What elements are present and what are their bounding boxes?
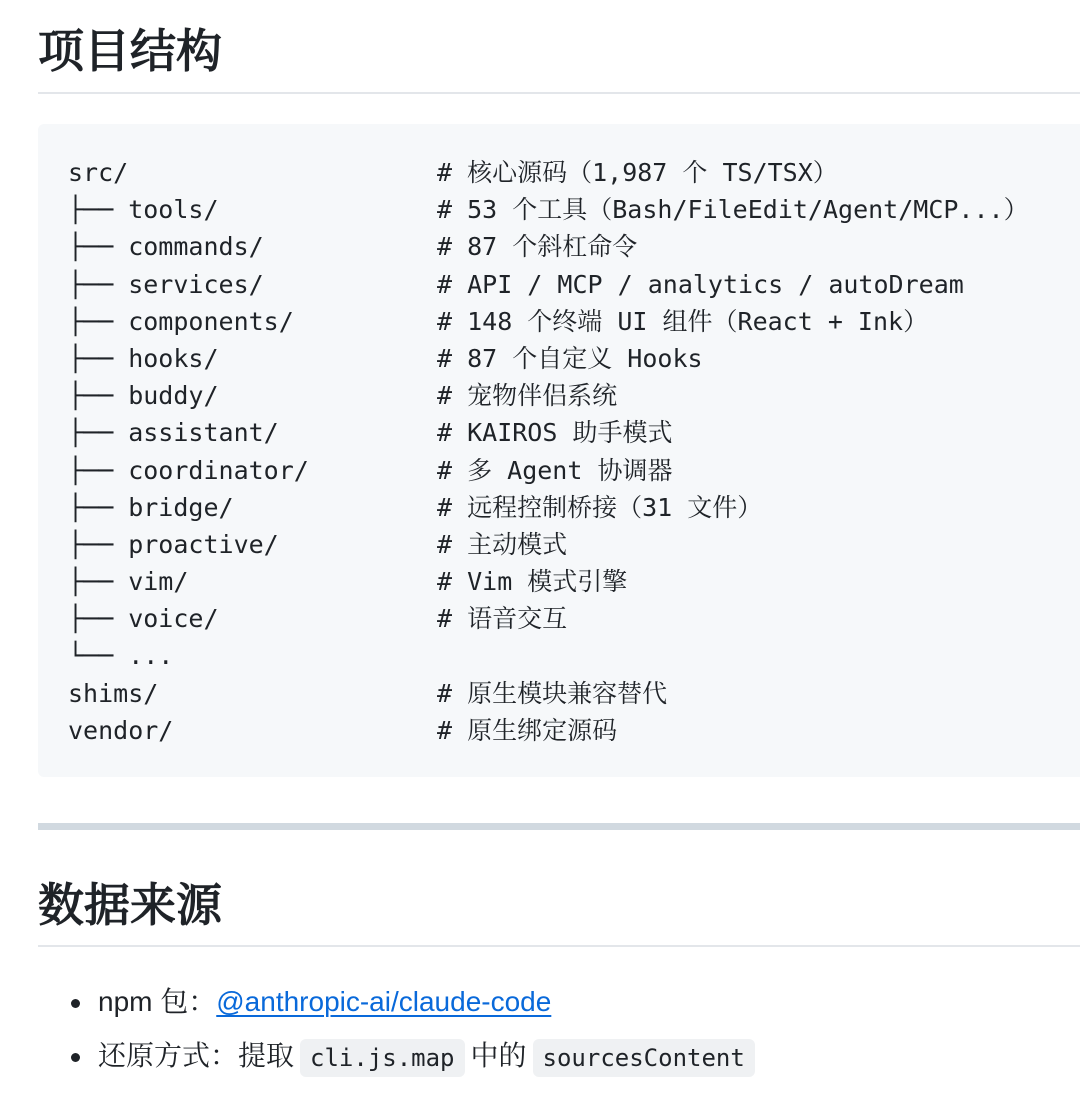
horizontal-rule — [38, 823, 1080, 830]
heading-underline — [38, 945, 1080, 947]
npm-package-link[interactable]: @anthropic-ai/claude-code — [216, 986, 552, 1017]
code-line-comment: # 148 个终端 UI 组件（React + Ink） — [437, 306, 929, 336]
code-line-comment: # 宠物伴侣系统 — [437, 381, 618, 411]
code-line-comment: # 原生模块兼容替代 — [437, 678, 668, 708]
inline-code-sources-content: sourcesContent — [533, 1039, 755, 1077]
code-line-comment: # 87 个斜杠命令 — [437, 232, 638, 262]
code-line-comment: # 核心源码（1,987 个 TS/TSX） — [437, 158, 838, 187]
list-item-restore-method — [38, 1034, 761, 1088]
code-line-comment: # 主动模式 — [437, 529, 568, 559]
code-line-comment: # 远程控制桥接（31 文件） — [437, 492, 763, 522]
code-line-path: ├── components/ — [68, 306, 294, 336]
code-line-comment: # 87 个自定义 Hooks — [437, 343, 703, 373]
code-line-path: ├── bridge/ — [68, 492, 234, 522]
inline-code-sourcemap-file: cli.js.map — [300, 1039, 465, 1077]
bullet-icon — [71, 999, 80, 1008]
code-line-path: ├── tools/ — [68, 195, 219, 225]
code-line-comment: # Vim 模式引擎 — [437, 567, 628, 597]
bullet-icon — [71, 1053, 80, 1062]
code-line-comment: # API / MCP / analytics / autoDream — [437, 269, 964, 299]
code-line-path: └── ... — [68, 641, 174, 671]
code-line-path: ├── services/ — [68, 269, 264, 299]
list-item-npm-package — [38, 980, 761, 1034]
data-source-list — [38, 980, 761, 1088]
code-line-path: src/ — [68, 158, 129, 187]
code-line-path: ├── hooks/ — [68, 343, 219, 373]
code-line-comment: # 53 个工具（Bash/FileEdit/Agent/MCP...） — [437, 195, 1029, 225]
code-line-path: ├── vim/ — [68, 567, 189, 597]
code-line-comment: # KAIROS 助手模式 — [437, 418, 673, 448]
code-line-comment: # 多 Agent 协调器 — [437, 455, 673, 485]
code-line-path: ├── voice/ — [68, 604, 219, 634]
code-line-path: ├── coordinator/ — [68, 455, 309, 485]
code-line-path: ├── buddy/ — [68, 381, 219, 411]
list-item-text: 中的 — [470, 1040, 527, 1071]
code-line-path: shims/ — [68, 678, 159, 708]
code-line-path: ├── assistant/ — [68, 418, 279, 448]
list-item-label: npm 包： — [98, 986, 217, 1017]
list-item-label: 还原方式：提取 — [98, 1040, 295, 1071]
code-line-path: ├── proactive/ — [68, 529, 279, 559]
section-heading-data-source: 数据来源 — [38, 878, 222, 932]
heading-underline — [38, 92, 1080, 94]
code-line-comment: # 原生绑定源码 — [437, 715, 618, 745]
code-line-comment: # 语音交互 — [437, 604, 568, 634]
code-line-path: ├── commands/ — [68, 232, 264, 262]
code-line-path: vendor/ — [68, 715, 174, 745]
section-heading-structure: 项目结构 — [38, 24, 222, 78]
